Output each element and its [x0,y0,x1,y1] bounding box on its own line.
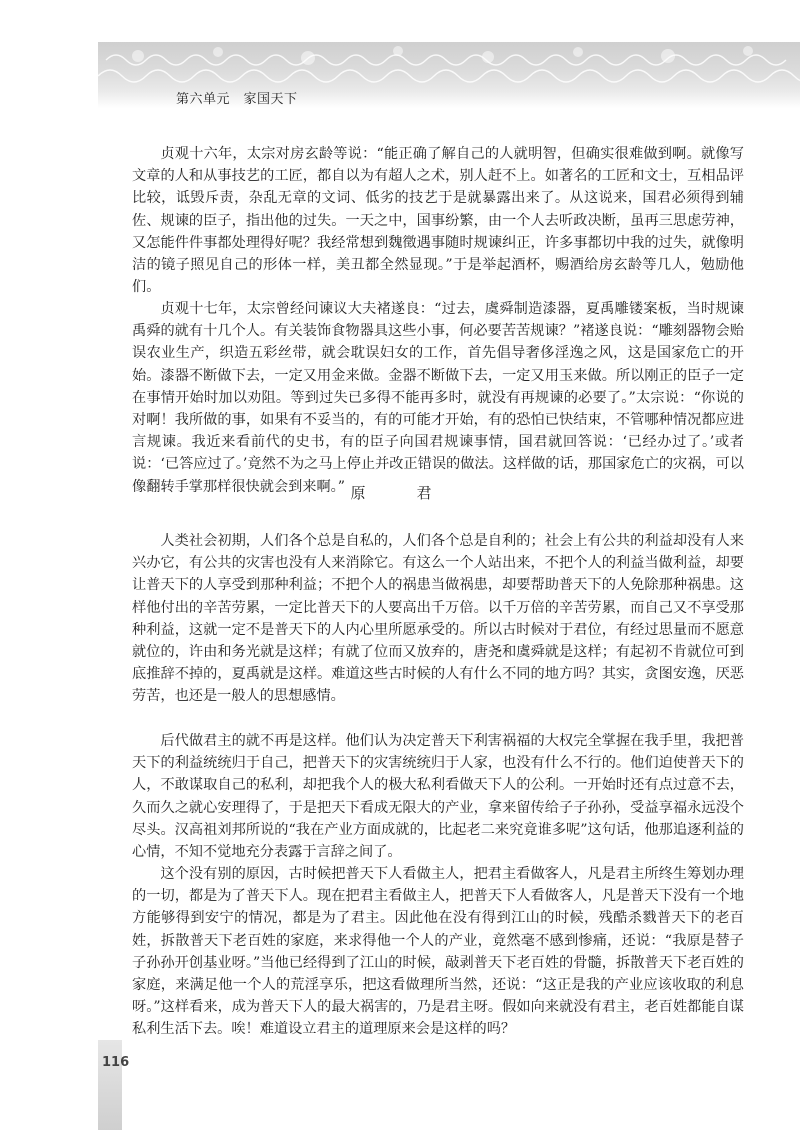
footer-decoration-strip [98,1040,122,1130]
paragraph-yuanjun-3: 这个没有别的原因，古时候把普天下人看做主人，把君主看做客人，凡是君主所终生筹划办理的一切，都是为了普天下人。现在把君主看做主人，把普天下人看做客人，凡是普天下没有一个地方能够得到安宁的情况，都是为了君主。因此他在没有得到江山的时候，残酷杀戮普天下的老百姓，拆散普天下老百姓的家庭，来求得他一个人的产业，竟然毫不感到惨痛，还说：“我原是替子子孙孙开创基业呀。”当他已经得到了江山的时候，敲剥普天下老百姓的骨髓，拆散普天下老百姓的家庭，来满足他一个人的荒淫享乐，把这看做理所当然，还说：“这正是我的产业应该收取的利息呀。”这样看来，成为普天下人的最大祸害的，乃是君主呀。假如向来就没有君主，老百姓都能自谋私利生活下去。唉！难道设立君主的道理原来会是这样的吗？ [132,866,744,1038]
paragraph-yuanjun-2: 后代做君主的就不再是这样。他们认为决定普天下利害祸福的大权完全掌握在我手里，我把普天下的利益统统归于自己，把普天下的灾害统统归于人家，也没有什么不行的。他们迫使普天下的人，不敢谋取自己的私利，却把我个人的极大私利看做天下人的公利。一开始时还有点过意不去，久而久之就心安理得了，于是把天下看成无限大的产业，拿来留传给子子孙孙，受益享福永远没个尽头。汉高祖刘邦所说的“我在产业方面成就的，比起老二来究竟谁多呢”这句话，他那追逐利益的心情，不知不觉地充分表露于言辞之间了。 [132,733,744,861]
page-number: 116 [102,1055,130,1070]
paragraph-zhenguan-16: 贞观十六年，太宗对房玄龄等说：“能正确了解自己的人就明智，但确实很难做到啊。就像写文章的人和从事技艺的工匠，都自以为有超人之术，别人赶不上。如著名的工匠和文士，互相品评比较，诋毁斥责，杂乱无章的文词、低劣的技艺于是就暴露出来了。从这说来，国君必须得到辅佐、规谏的臣子，指出他的过失。一天之中，国事纷繁，由一个人去听政决断，虽再三思虑劳神，又怎能件件事都处理得好呢？我经常想到魏徵遇事随时规谏纠正，许多事都切中我的过失，就像明洁的镜子照见自己的形体一样，美丑都全然显现。”于是举起酒杯，赐酒给房玄龄等几人，勉励他们。 [132,146,744,296]
paragraph-zhenguan-17: 贞观十七年，太宗曾经问谏议大夫褚遂良：“过去，虞舜制造漆器，夏禹雕镂案板，当时规谏禹舜的就有十几个人。有关装饰食物器具这些小事，何必要苦苦规谏？”褚遂良说：“雕刻器物会贻误农业生产，织造五彩丝带，就会耽误妇女的工作，首先倡导奢侈淫逸之风，这是国家危亡的开始。漆器不断做下去，一定又用金来做。金器不断做下去，一定又用玉来做。所以刚正的臣子一定在事情开始时加以劝阻。等到过失已多得不能再多时，就没有再规谏的必要了。”太宗说：“你说的对啊！我所做的事，如果有不妥当的，有的可能才开始，有的恐怕已快结束，不管哪种情况都应进言规谏。我近来看前代的史书，有的臣子向国君规谏事情，国君就回答说：‘已经办过了。’或者说：‘已答应过了。’竟然不为之马上停止并改正错误的做法。这样做的话，那国家危亡的灾祸，可以像翻转手掌那样很快就会到来啊。” [132,301,744,495]
section-title: 原 君 [350,484,450,502]
paragraph-yuanjun-1: 人类社会初期，人们各个总是自私的，人们各个总是自利的；社会上有公共的利益却没有人来兴办它，有公共的灾害也没有人来消除它。有这么一个人站出来，不把个人的利益当做利益，却要让普天下的人享受到那种利益；不把个人的祸患当做祸患，却要帮助普天下的人免除那种祸患。这样他付出的辛苦劳累，一定比普天下的人要高出千万倍。以千万倍的辛苦劳累，而自己又不享受那种利益，这就一定不是普天下的人内心里所愿承受的。所以古时候对于君位，有经过思量而不愿意就位的，许由和务光就是这样；有就了位而又放弃的，唐尧和虞舜就是这样；有起初不肯就位可到底推辞不掉的，夏禹就是这样。难道这些古时候的人有什么不同的地方吗？其实，贪图安逸，厌恶劳苦，也还是一般人的思想感情。 [132,533,744,705]
unit-title: 第六单元 家国天下 [176,92,298,107]
